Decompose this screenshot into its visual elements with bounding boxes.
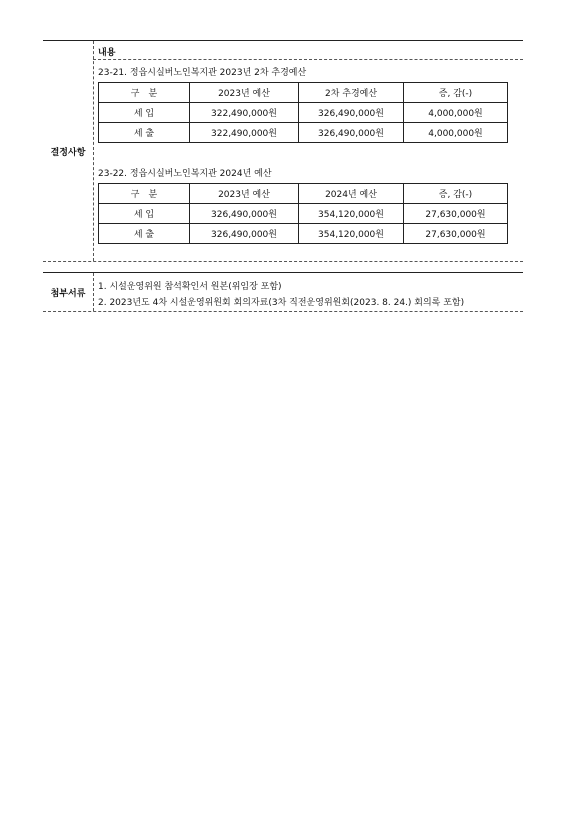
- row-label: 세 입: [99, 103, 190, 123]
- column-header: 구 분: [99, 83, 190, 103]
- table-cell: 326,490,000원: [190, 204, 299, 224]
- table-cell: 326,490,000원: [299, 103, 404, 123]
- table-cell: 326,490,000원: [299, 123, 404, 143]
- attachments-section: [43, 272, 523, 312]
- column-header: 증, 감(-): [404, 184, 508, 204]
- column-header: 증, 감(-): [404, 83, 508, 103]
- decision-section: [43, 40, 523, 262]
- row-label: 세 출: [99, 224, 190, 244]
- table-cell: 322,490,000원: [190, 123, 299, 143]
- attachments-label: 첨부서류: [43, 273, 94, 311]
- table-cell: 322,490,000원: [190, 103, 299, 123]
- decision-content: [93, 41, 523, 261]
- table-header-row: [99, 83, 508, 103]
- column-header: 2024년 예산: [299, 184, 404, 204]
- table-cell: 27,630,000원: [404, 224, 508, 244]
- table-cell: 354,120,000원: [299, 204, 404, 224]
- column-header: 2023년 예산: [190, 184, 299, 204]
- table-cell: 27,630,000원: [404, 204, 508, 224]
- column-header: 구 분: [99, 184, 190, 204]
- row-label: 세 입: [99, 204, 190, 224]
- table-cell: 326,490,000원: [190, 224, 299, 244]
- attachments-content: [93, 273, 523, 311]
- table-row: [99, 204, 508, 224]
- content-header: 내용: [98, 48, 116, 58]
- column-header: 2차 추경예산: [299, 83, 404, 103]
- budget-table-2-title: 23-22. 정읍시실버노인복지관 2024년 예산: [98, 169, 272, 179]
- table-row: [99, 224, 508, 244]
- table-header-row: [99, 184, 508, 204]
- attachment-item: 1. 시설운영위원 참석확인서 원본(위임장 포함): [98, 282, 282, 292]
- budget-table-1: [98, 82, 508, 143]
- row-label: 세 출: [99, 123, 190, 143]
- table-cell: 4,000,000원: [404, 123, 508, 143]
- decision-label: 결정사항: [43, 41, 94, 261]
- budget-table-1-title: 23-21. 정읍시실버노인복지관 2023년 2차 추경예산: [98, 68, 307, 78]
- column-header: 2023년 예산: [190, 83, 299, 103]
- budget-table-2: [98, 183, 508, 244]
- header-divider: [93, 59, 523, 60]
- table-cell: 4,000,000원: [404, 103, 508, 123]
- table-cell: 354,120,000원: [299, 224, 404, 244]
- attachment-item: 2. 2023년도 4차 시설운영위원회 회의자료(3차 직전운영위원회(2023. 8. 24.) 회의록 포함): [98, 298, 465, 308]
- table-row: [99, 123, 508, 143]
- table-row: [99, 103, 508, 123]
